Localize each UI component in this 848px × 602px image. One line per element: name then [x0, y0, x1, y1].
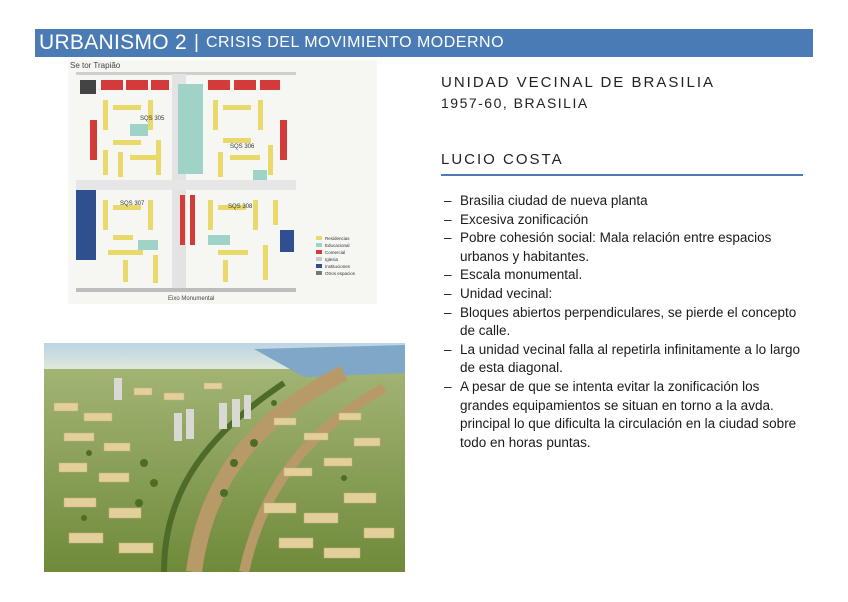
- legend-label: Iglesia: [325, 257, 339, 262]
- list-item: – Unidad vecinal:: [444, 285, 553, 301]
- aerial-photo-drawing: [44, 343, 405, 572]
- list-item: – A pesar de que se intenta evitar la zonificación los grandes equipamientos se situan en torno a la avda. principal lo que dificulta la circulación en la ciudad sobre todo en horas puntas.: [444, 378, 797, 450]
- list-item-text: Pobre cohesión social: Mala relación entre espacios urbanos y habitantes.: [460, 230, 772, 264]
- legend-label: Instituciones: [325, 264, 351, 269]
- list-item-text: Bloques abiertos perpendiculares, se pierde el concepto de calle.: [460, 304, 797, 339]
- list-item: – Bloques abiertos perpendiculares, se pierde el concepto de calle.: [444, 304, 797, 339]
- list-item-text: Escala monumental.: [460, 267, 583, 283]
- legend-label: Residencias: [325, 236, 350, 241]
- plan-block-label: SQS 307: [120, 201, 145, 207]
- list-item-text: A pesar de que se intenta evitar la zonificación los grandes equipamientos se situan en torno a la avda. principal lo que dificulta la circulación en la ciudad sobre todo en horas puntas.: [460, 378, 797, 450]
- list-item: – Escala monumental.: [444, 267, 583, 283]
- plan-block-label: SQS 306: [230, 144, 255, 150]
- header-title: URBANISMO 2: [39, 31, 187, 54]
- header-separator: |: [194, 32, 199, 53]
- divider: [441, 174, 803, 176]
- list-item-text: La unidad vecinal falla al repetirla infinitamente a lo largo de esta diagonal.: [460, 341, 800, 376]
- project-title: UNIDAD VECINAL DE BRASILIA: [441, 74, 716, 91]
- list-item: – Pobre cohesión social: Mala relación entre espacios urbanos y habitantes.: [444, 230, 772, 264]
- plan-block-label: SQS 305: [140, 116, 165, 122]
- legend-label: Otros espacios: [325, 271, 356, 276]
- project-dates: 1957-60, BRASILIA: [441, 95, 589, 111]
- site-plan-drawing: [68, 60, 377, 304]
- legend-label: Educacional: [325, 243, 350, 248]
- list-item-text: Excesiva zonificación: [460, 211, 589, 227]
- list-item: – Excesiva zonificación: [444, 211, 589, 227]
- plan-bottom-label: Eixo Monumental: [168, 296, 215, 302]
- bullet-list: [444, 192, 806, 452]
- header-subtitle: CRISIS DEL MOVIMIENTO MODERNO: [205, 34, 505, 51]
- site-plan-image: [68, 60, 377, 304]
- author-name: LUCIO COSTA: [441, 151, 564, 168]
- slide-header: [35, 29, 813, 57]
- list-item: – Brasilia ciudad de nueva planta: [444, 193, 648, 208]
- list-item-text: Brasilia ciudad de nueva planta: [460, 193, 648, 208]
- plan-block-label: SQS 308: [228, 204, 253, 210]
- plan-top-label: Se tor Trapião: [70, 61, 121, 70]
- list-item-text: Unidad vecinal:: [460, 285, 553, 301]
- legend-label: Comercial: [325, 250, 346, 255]
- list-item: – La unidad vecinal falla al repetirla infinitamente a lo largo de esta diagonal.: [444, 341, 800, 376]
- aerial-photo: [44, 343, 405, 572]
